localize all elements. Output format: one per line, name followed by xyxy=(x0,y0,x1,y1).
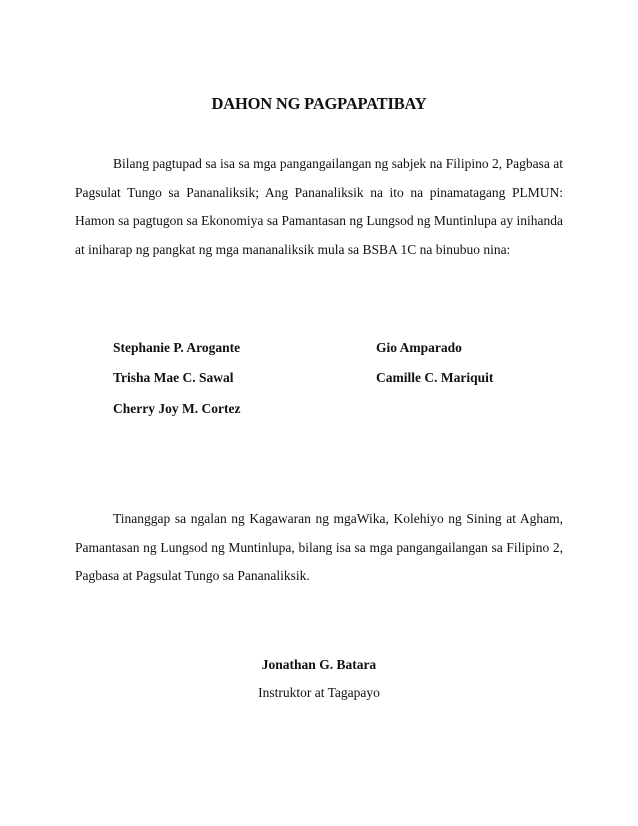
intro-paragraph: Bilang pagtupad sa isa sa mga pangangailangan ng sabjek na Filipino 2, Pagbasa at Pagsulat Tungo sa Pananaliksik; Ang Pananaliksik na ito na pinamatagang PLMUN: Hamon sa pagtugon sa Ekonomiya sa Pamantasan ng Lungsod ng Muntinlupa ay inihanda at iniharap ng pangkat ng mga mananaliksik mula sa BSBA 1C na binubuo nina: xyxy=(75,156,563,257)
author-name: Camille C. Mariquit xyxy=(376,370,494,385)
author-name: Gio Amparado xyxy=(376,340,462,355)
acceptance-paragraph: Tinanggap sa ngalan ng Kagawaran ng mgaWika, Kolehiyo ng Sining at Agham, Pamantasan ng Lungsod ng Muntinlupa, bilang isa sa mga pangangailangan sa Filipino 2, Pagbasa at Pagsulat Tungo sa Pananaliksik. xyxy=(75,511,563,583)
page-title: DAHON NG PAGPAPATIBAY xyxy=(211,94,427,113)
signatory-title: Instruktor at Tagapayo xyxy=(258,685,380,700)
signatory-name: Jonathan G. Batara xyxy=(261,657,377,672)
author-name: Stephanie P. Arogante xyxy=(113,340,241,355)
author-name: Cherry Joy M. Cortez xyxy=(113,401,241,416)
author-name: Trisha Mae C. Sawal xyxy=(113,370,234,385)
